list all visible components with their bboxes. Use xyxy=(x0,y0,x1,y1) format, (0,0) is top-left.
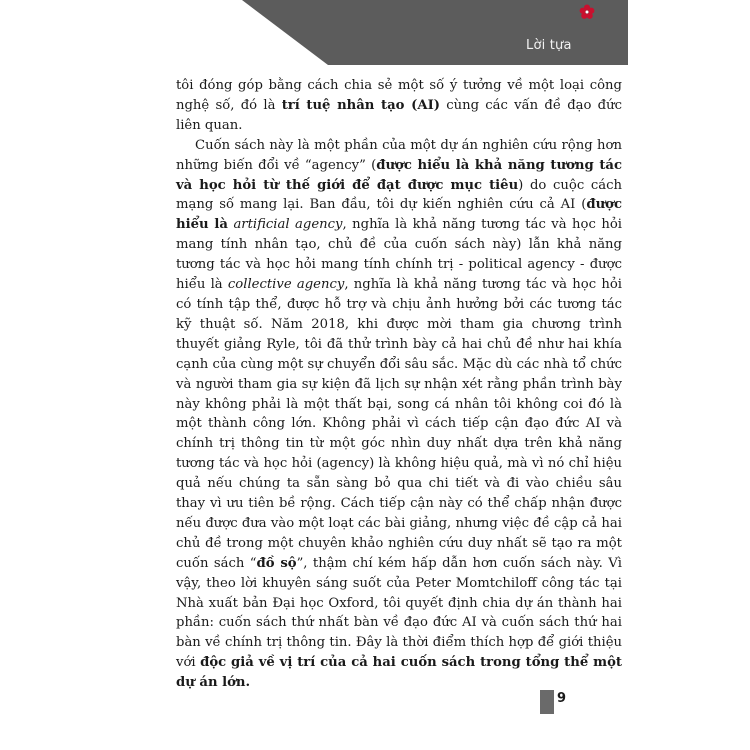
text-run: Cuốn sách này là một phần của một dự án nghiên cứu rộng hơn những biến đổi về “agency” ( xyxy=(176,137,622,173)
italic-text: collective agency xyxy=(227,277,345,293)
italic-text: artificial agency xyxy=(233,217,343,233)
page-number-bar xyxy=(540,690,554,714)
text-run: ”, thậm chí kém hấp dẫn hơn cuốn sách này. Vì vậy, theo lời khuyên sáng suốt của Peter Momtchiloff công tác tại Nhà xuất bản Đại học Oxford, tôi quyết định chia dự án thành hai phần: cuốn sách thứ nhất bàn về đạo đức AI và cuốn sách thứ hai bàn về chính trị thông tin. Đây là thời điểm thích hợp để giới thiệu với xyxy=(176,555,622,671)
bold-text: được hiểu là xyxy=(176,197,622,233)
text-run: tôi đóng góp bằng cách chia sẻ một số ý tưởng về một loại công nghệ số, đó là xyxy=(176,78,622,113)
bold-text: trí tuệ nhân tạo (AI) xyxy=(281,97,440,113)
page-number: 9 xyxy=(557,691,567,706)
text-run: cùng các vấn đề đạo đức liên quan. xyxy=(176,97,623,133)
text-run: ) do cuộc cách mạng số mang lại. Ban đầu, tôi dự kiến nghiên cứu cả AI ( xyxy=(176,177,622,213)
chapter-title: Lời tựa xyxy=(526,38,572,53)
flower-ornament-icon xyxy=(578,3,596,21)
text-run: , nghĩa là khả năng tương tác và học hỏi mang tính nhân tạo, chủ đề của cuốn sách này) lẫn khả năng tương tác và học hỏi mang tính chính trị - political agency - được hiểu là xyxy=(176,217,622,293)
bold-text: đồ sộ xyxy=(256,555,297,571)
paragraph xyxy=(176,136,622,693)
chapter-header-banner xyxy=(242,0,628,65)
text-run: , nghĩa là khả năng tương tác và học hỏi có tính tập thể, được hỗ trợ và chịu ảnh hưởng bởi các tương tác kỹ thuật số. Năm 2018, khi được mời tham gia chương trình thuyết giảng Ryle, tôi đã thử trình bày cả hai chủ đề như hai khía cạnh của cùng một sự chuyển đổi sâu sắc. Mặc dù các nhà tổ chức và người tham gia sự kiện đã lịch sự nhận xét rằng phần trình bày này không phải là một thất bại, song cá nhân tôi không coi đó là một thành công lớn. Không phải vì cách tiếp cận đạo đức AI và chính trị thông tin từ một góc nhìn duy nhất dựa trên khả năng tương tác và học hỏi (agency) là không hiệu quả, mà vì nó chỉ hiệu quả nếu chúng ta sẵn sàng bỏ qua chi tiết và đi vào chiều sâu thay vì ưu tiên bề rộng. Cách tiếp cận này có thể chấp nhận được nếu được đưa vào một loạt các bài giảng, nhưng việc đề cập cả hai chủ đề trong một chuyên khảo nghiên cứu duy nhất sẽ tạo ra một cuốn sách “ xyxy=(176,277,622,571)
bold-text: độc giả về vị trí của cả hai cuốn sách trong tổng thể một dự án lớn. xyxy=(176,655,622,691)
paragraph xyxy=(176,76,622,136)
bold-text: được hiểu là khả năng tương tác và học hỏi từ thế giới để đạt được mục tiêu xyxy=(176,157,622,193)
body-text xyxy=(176,76,622,693)
